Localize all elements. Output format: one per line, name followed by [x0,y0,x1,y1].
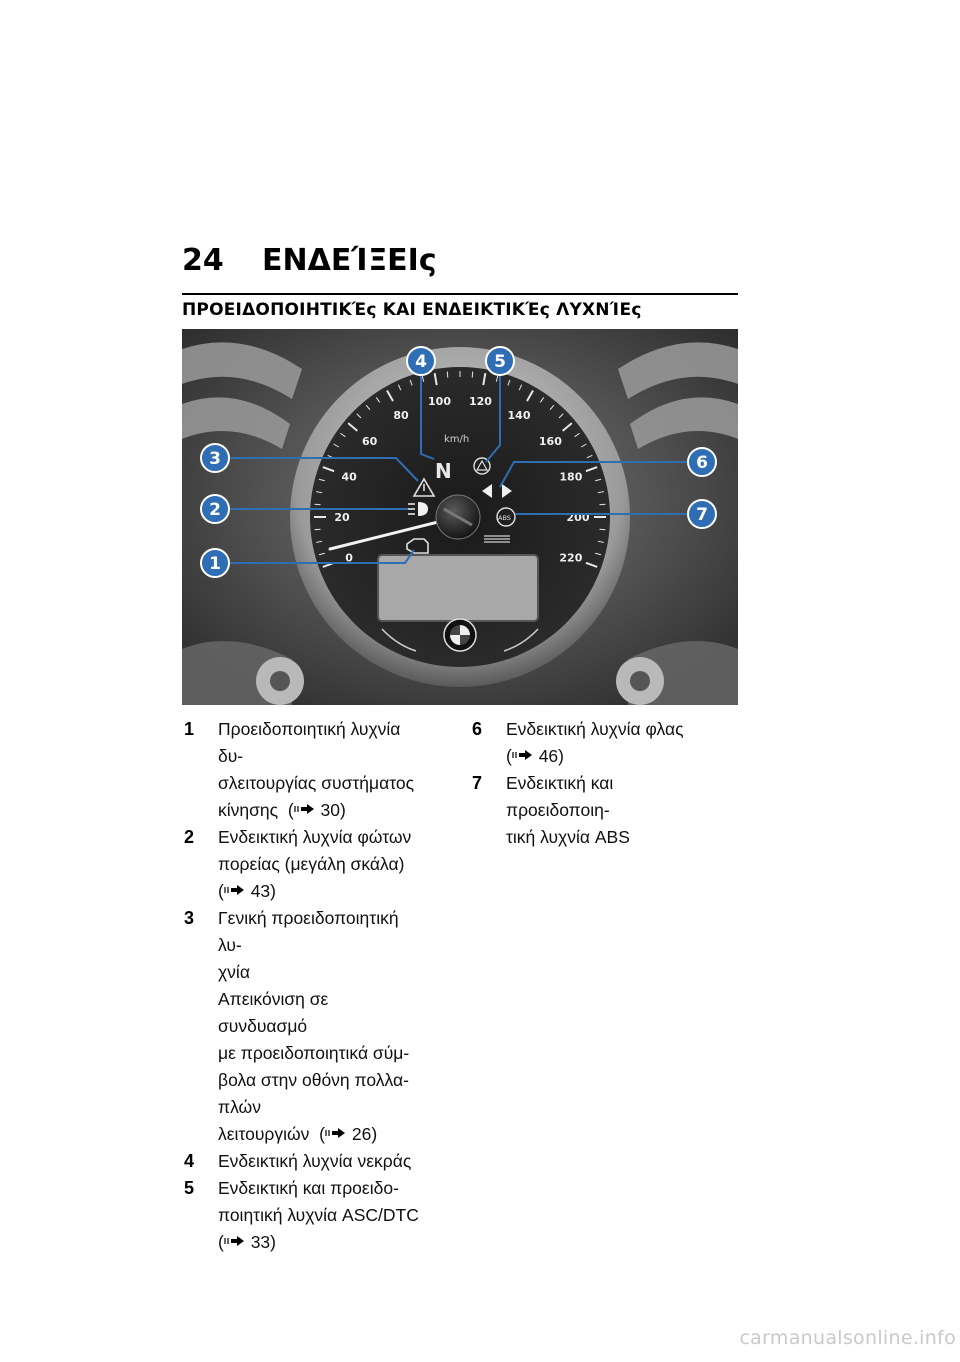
page-reference-link[interactable]: ( 30) [287,800,346,820]
page-reference-link[interactable]: ( 46) [506,746,564,766]
page-reference-link[interactable]: ( 33) [218,1232,276,1252]
legend-text-line [218,797,422,824]
reference-arrow-icon [325,1127,347,1139]
legend-column-left [182,716,422,1256]
high-beam-icon [408,502,428,516]
page-reference-number: 26) [351,1124,378,1144]
legend-text-line [218,716,422,770]
header-rule [182,293,738,295]
callout-number: 5 [494,352,506,372]
minor-tick [447,372,448,378]
legend-number: 3 [184,908,195,928]
legend-text-line [218,905,422,959]
minor-tick [315,529,321,530]
legend-text: Ενδεικτική λυχνία φώτων [218,827,412,847]
legend-text: βολα στην οθόνη πολλα- [218,1070,409,1090]
minor-tick [472,372,473,378]
reference-arrow-icon [224,884,246,896]
callout-number: 1 [209,554,221,574]
speed-tick-label: 40 [341,470,357,484]
speed-tick-label: 160 [538,435,562,449]
speed-tick-label: 200 [566,511,590,524]
legend-text-line [218,851,422,878]
legend-number: 2 [184,827,195,847]
legend-text: τική λυχνία ABS [506,827,630,847]
callout-number: 6 [696,453,708,473]
watermark: carmanualsonline.info [739,1327,956,1349]
speed-tick-label: 140 [507,408,531,422]
legend-number: 6 [472,719,483,739]
legend-ref-line [218,1229,422,1256]
reference-arrow-icon [294,803,316,815]
legend-text: Ενδεικτική και προειδοποιη- [506,773,614,820]
legend-text: Ενδεικτική λυχνία φλας [506,719,684,739]
minor-tick [315,504,321,505]
page-number: 24 [182,243,224,278]
minor-tick [599,504,605,505]
speed-tick-label: 80 [393,408,409,422]
legend-text-line [218,1067,422,1094]
legend-text: ποιητική λυχνία ASC/DTC [218,1205,419,1225]
minor-tick [599,529,605,530]
legend-text: Ενδεικτική λυχνία νεκράς [218,1151,412,1171]
legend-item [182,1148,422,1175]
page-reference-number: 30) [320,800,346,820]
legend-ref-line [218,878,422,905]
legend-text-line [218,986,422,1040]
legend-text: χνία [218,962,250,982]
legend-text-line [506,716,710,743]
legend-number: 5 [184,1178,195,1198]
legend-text: Προειδοποιητική λυχνία δυ- [218,719,401,766]
callout-number: 2 [209,500,221,520]
section-title: ΠΡΟΕΙΔΟΠΟΙΗΤΙΚΈς ΚΑΙ ΕΝΔΕΙΚΤΙΚΈς ΛΥΧΝΊΕς [182,300,642,320]
legend-item [182,1175,422,1256]
instrument-cluster-drawing [182,329,738,705]
legend-item [182,905,422,1148]
speed-tick-label: 60 [361,435,378,449]
page-reference-number: 46) [538,746,564,766]
legend-text-line [218,770,422,797]
legend-number: 4 [184,1151,195,1171]
abs-icon-label: ABS [498,514,511,522]
legend-item [470,770,710,851]
page-reference-number: 33) [250,1232,276,1252]
legend-number: 1 [184,719,195,739]
legend-item [182,824,422,905]
legend-text-line [218,1148,422,1175]
legend-text-line [218,1094,422,1148]
reference-arrow-icon [512,749,534,761]
legend-text-line [218,1040,422,1067]
callout-number: 7 [696,505,708,525]
legend-text-line [506,824,710,851]
legend-text: πορείας (μεγάλη σκάλα) [218,854,405,874]
callout-number: 4 [415,352,427,372]
speed-unit-label: km/h [444,434,470,445]
speed-tick-label: 100 [428,394,451,408]
legend-text: σλειτουργίας συστήματος [218,773,415,793]
legend-ref-line [506,743,710,770]
speed-tick-label: 20 [334,511,350,524]
speed-tick-label: 0 [345,551,353,565]
chapter-title: ΕΝΔΕΊΞΕΙς [262,243,437,278]
callout-number: 3 [209,449,221,469]
legend-text-line [218,824,422,851]
page-reference-link[interactable]: ( 26) [319,1124,378,1144]
page-header [182,243,738,283]
legend-number: 7 [472,773,483,793]
multifunction-display [378,555,538,621]
legend-text: με προειδοποιητικά σύμ- [218,1043,410,1063]
legend-item [470,716,710,770]
legend-text-line [218,1202,422,1229]
legend-text: Ενδεικτική και προειδο- [218,1178,399,1198]
legend-column-right [470,716,710,851]
legend-text-line [218,1175,422,1202]
speed-tick-label: 180 [559,470,583,484]
neutral-indicator-label: N [435,459,452,483]
legend-text: κίνησης [218,800,279,820]
legend-text: Γενική προειδοποιητική λυ- [218,908,399,955]
legend-text: Απεικόνιση σε συνδυασμό [218,989,329,1036]
page-reference-number: 43) [250,881,276,901]
legend-text-line [218,959,422,986]
legend-text: πλών λειτουργιών [218,1097,310,1144]
legend-text-line [506,770,710,824]
legend-item [182,716,422,824]
instrument-cluster-figure [182,329,738,705]
reference-arrow-icon [224,1235,246,1247]
page-reference-link[interactable]: ( 43) [218,881,276,901]
bmw-logo-icon [444,619,476,651]
speed-tick-label: 220 [559,551,583,565]
speed-tick-label: 120 [469,394,492,408]
